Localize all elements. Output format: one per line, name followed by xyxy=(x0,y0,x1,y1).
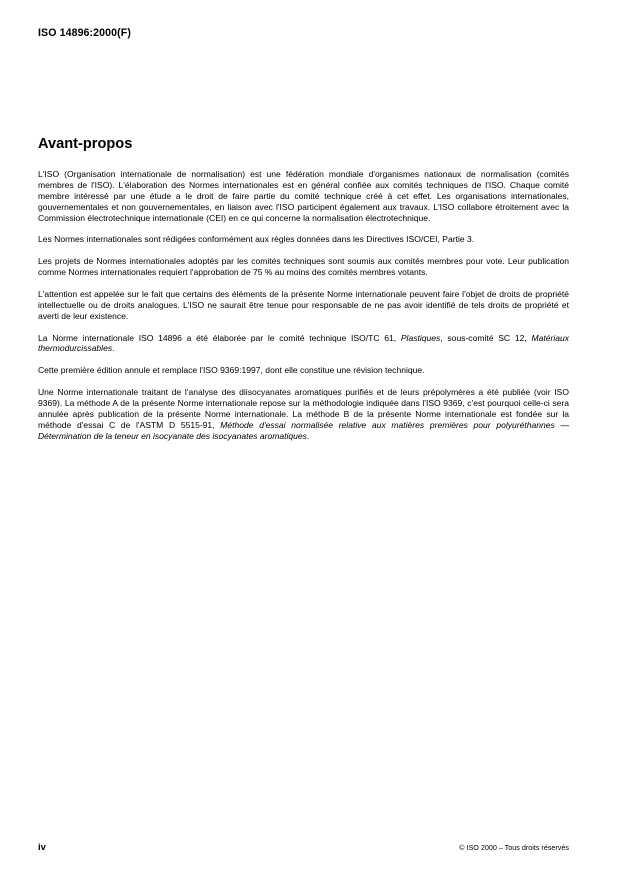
paragraph-methods xyxy=(38,387,569,442)
foreword-body xyxy=(38,169,569,452)
committee-text-end: . xyxy=(112,343,115,354)
paragraph-patent-rights: L'attention est appelée sur le fait que certains des éléments de la présente Norme internationale peuvent faire l'objet de droits de propriété intellectuelle ou de droits analogues. L'ISO ne saurait être tenue pour responsable de ne pas avoir identifié de tels droits de propriété et averti de leur existence. xyxy=(38,288,569,321)
paragraph-directives: Les Normes internationales sont rédigées conformément aux règles données dans les Directives ISO/CEI, Partie 3. xyxy=(38,234,475,245)
committee-text-middle: , sous-comité SC 12, xyxy=(440,332,532,343)
methods-text-end: . xyxy=(306,430,310,441)
subcommittee-name: Matériaux thermodurcissables xyxy=(38,332,569,354)
committee-text-intro: La Norme internationale ISO 14896 a été élaborée par le comité technique ISO/TC 61, xyxy=(38,332,401,343)
methods-text: Une Norme internationale traitant de l'analyse des diisocyanates aromatiques purifiés et de leurs prépolymères a été publiée (voir ISO 9369). La méthode A de la présente Norme internationale repose sur la méthodologie indiquée dans l'ISO 9369, c'est pourquoi celle-ci sera annulée après publication de la présente Norme internationale. La méthode B de la présente Norme internationale est fondée sur la méthode d'essai C de l'ASTM D 5515-91, xyxy=(38,387,569,430)
paragraph-iso-organisation: L'ISO (Organisation internationale de normalisation) est une fédération mondiale d'organismes nationaux de normalisation (comités membres de l'ISO). L'élaboration des Normes internationales est en général confiée aux comités techniques de l'ISO. Chaque comité membre intéressé par une étude a le droit de faire partie du comité technique créé à cet effet. Les organisations internationales, gouvernementales et non gouvernementales, en liaison avec l'ISO participent également aux travaux. L'ISO collabore étroitement avec la Commission électrotechnique internationale (CEI) en ce qui concerne la normalisation électrotechnique. xyxy=(38,169,569,223)
astm-method-title: Méthode d'essai normalisée relative aux matières premières pour polyuréthannes — Détermination de la teneur en isocyanate des isocyanates aromatiques xyxy=(38,419,569,441)
copyright-notice: © ISO 2000 – Tous droits réservés xyxy=(459,843,569,852)
document-identifier: ISO 14896:2000(F) xyxy=(38,27,131,39)
paragraph-edition: Cette première édition annule et remplace l'ISO 9369:1997, dont elle constitue une révision technique. xyxy=(38,365,425,376)
page-number: iv xyxy=(38,842,46,853)
section-heading: Avant-propos xyxy=(38,136,133,152)
paragraph-voting: Les projets de Normes internationales adoptés par les comités techniques sont soumis aux comités membres pour vote. Leur publication comme Normes internationales requiert l'approbation de 75 % au moins des comités membres votants. xyxy=(38,256,569,278)
paragraph-committee xyxy=(38,333,569,355)
committee-name: Plastiques xyxy=(400,332,441,343)
